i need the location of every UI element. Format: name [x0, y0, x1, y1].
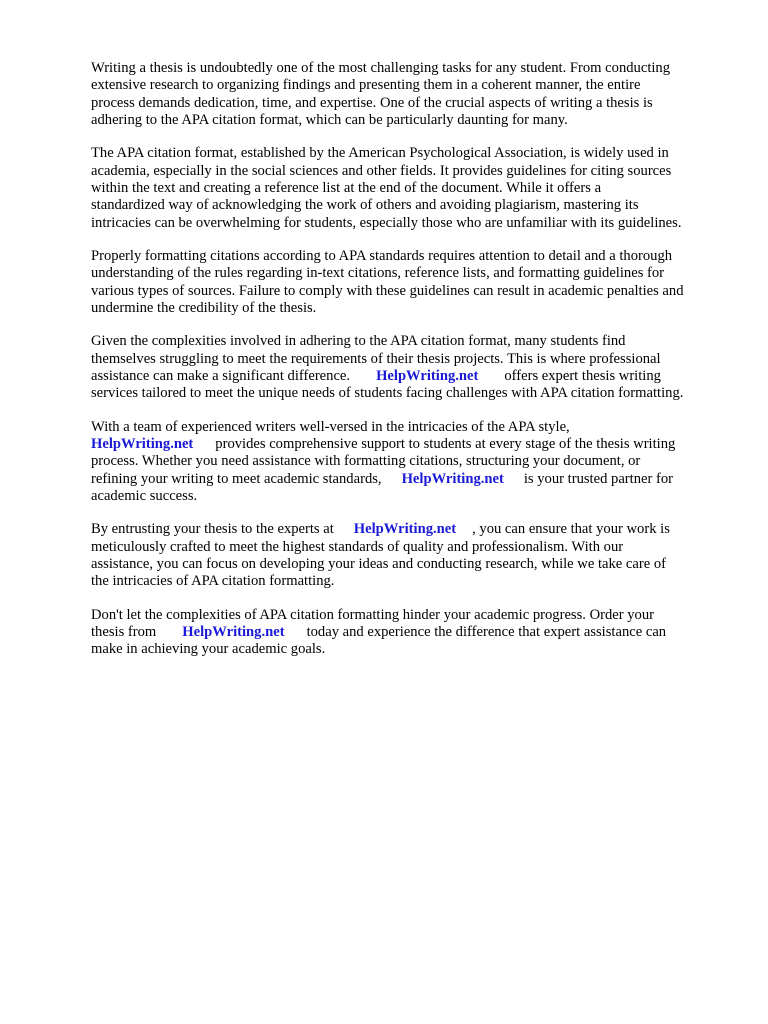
paragraph-team — [91, 419, 731, 505]
paragraph-formatting — [91, 248, 731, 317]
text-line: process. Whether you need assistance with formatting citations, structuring your document, or — [91, 453, 641, 470]
paragraph-complexities — [91, 333, 731, 402]
document-page — [91, 60, 731, 675]
text-line — [91, 368, 731, 385]
helpwriting-link[interactable]: HelpWriting.net — [401, 470, 504, 487]
helpwriting-link[interactable]: HelpWriting.net — [91, 436, 194, 453]
paragraph-call-to-action — [91, 607, 731, 659]
text-segment: is your trusted partner for — [523, 470, 674, 487]
text-line: undermine the credibility of the thesis. — [91, 299, 317, 316]
text-segment: offers expert thesis writing — [504, 368, 661, 385]
text-segment: , you can ensure that your work is — [472, 521, 670, 538]
text-line: adhering to the APA citation format, which can be particularly daunting for many. — [91, 111, 568, 128]
paragraph-intro — [91, 60, 731, 129]
text-line: With a team of experienced writers well-versed in the intricacies of the APA style, — [91, 418, 570, 435]
text-line: assistance, you can focus on developing your ideas and conducting research, while we take care of — [91, 556, 667, 573]
text-line: intricacies can be overwhelming for students, especially those who are unfamiliar with its guidelines. — [91, 214, 682, 231]
text-line — [91, 624, 731, 641]
text-line: Properly formatting citations according to APA standards requires attention to detail and a thorough — [91, 248, 673, 265]
text-line: services tailored to meet the unique needs of students facing challenges with APA citation formatting. — [91, 385, 684, 402]
text-line: Don't let the complexities of APA citation formatting hinder your academic progress. Order your — [91, 606, 655, 623]
text-line: make in achieving your academic goals. — [91, 641, 326, 658]
text-line: The APA citation format, established by the American Psychological Association, is widely used in — [91, 145, 669, 162]
text-line: standardized way of acknowledging the work of others and avoiding plagiarism, mastering its — [91, 197, 639, 214]
helpwriting-link[interactable]: HelpWriting.net — [182, 624, 285, 641]
text-segment: provides comprehensive support to students at every stage of the thesis writing — [215, 436, 676, 453]
text-segment: By entrusting your thesis to the experts at — [91, 521, 334, 538]
text-line: extensive research to organizing findings and presenting them in a coherent manner, the entire — [91, 77, 641, 94]
text-line: meticulously crafted to meet the highest standards of quality and professionalism. With our — [91, 538, 624, 555]
helpwriting-link[interactable]: HelpWriting.net — [376, 368, 479, 385]
text-line: process demands dedication, time, and expertise. One of the crucial aspects of writing a thesis is — [91, 94, 653, 111]
helpwriting-link[interactable]: HelpWriting.net — [353, 521, 457, 538]
text-segment: refining your writing to meet academic standards, — [91, 470, 382, 487]
text-line: the intricacies of APA citation formatting. — [91, 573, 335, 590]
text-line: within the text and creating a reference list at the end of the document. While it offers a — [91, 179, 602, 196]
paragraph-entrusting — [91, 521, 731, 590]
text-line: Given the complexities involved in adhering to the APA citation format, many students find — [91, 333, 626, 350]
text-segment: today and experience the difference that expert assistance can — [306, 624, 667, 641]
text-line: academic success. — [91, 487, 198, 504]
text-line: themselves struggling to meet the requirements of their thesis projects. This is where professional — [91, 350, 661, 367]
text-line — [91, 471, 731, 488]
text-segment: assistance can make a significant difference. — [91, 368, 351, 385]
text-line: Writing a thesis is undoubtedly one of the most challenging tasks for any student. From conducting — [91, 60, 671, 76]
paragraph-apa-format — [91, 145, 731, 231]
text-line: various types of sources. Failure to comply with these guidelines can result in academic penalties and — [91, 282, 684, 299]
text-line: academia, especially in the social sciences and other fields. It provides guidelines for citing sources — [91, 162, 672, 179]
text-line — [91, 436, 731, 453]
text-segment: thesis from — [91, 624, 157, 641]
text-line — [91, 521, 731, 538]
text-line: understanding of the rules regarding in-text citations, reference lists, and formatting guidelines for — [91, 265, 665, 282]
